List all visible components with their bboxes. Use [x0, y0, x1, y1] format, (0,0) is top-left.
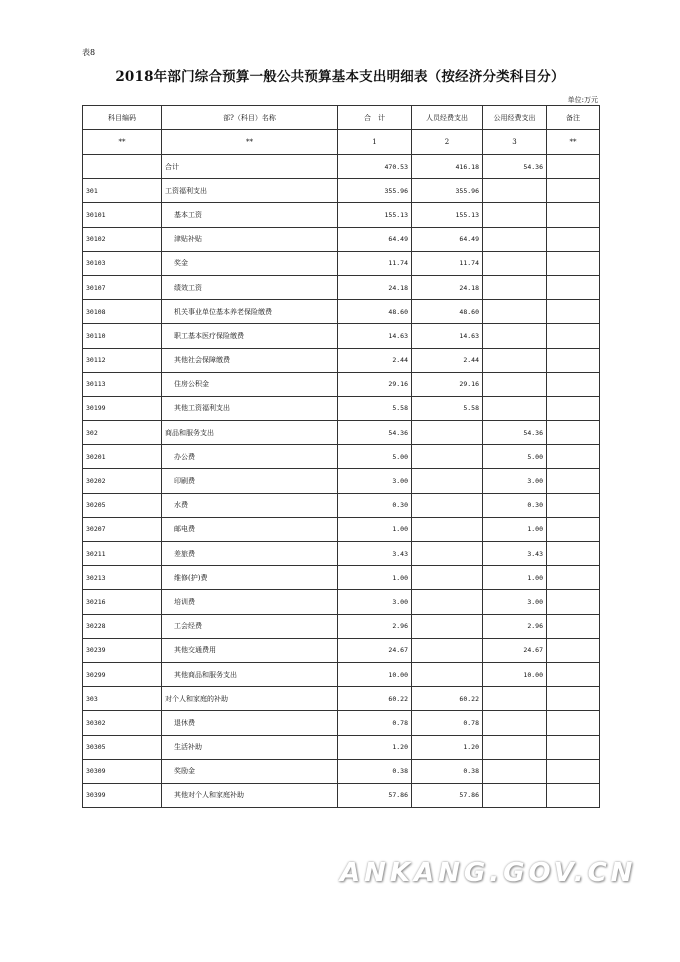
cell-name: 办公费: [162, 445, 338, 469]
subheader-cell: 2: [412, 130, 483, 155]
subheader-cell: 1: [338, 130, 412, 155]
cell-code: 30110: [83, 324, 162, 348]
cell-code: 30228: [83, 614, 162, 638]
cell-personnel: 0.38: [412, 759, 483, 783]
cell-note: [547, 687, 600, 711]
cell-personnel: [412, 590, 483, 614]
subheader-cell: **: [162, 130, 338, 155]
header-cell-personnel: 人员经费支出: [412, 106, 483, 130]
cell-code: 302: [83, 421, 162, 445]
cell-name: 机关事业单位基本养老保险缴费: [162, 300, 338, 324]
table-row: [83, 662, 600, 686]
table-row: [83, 469, 600, 493]
cell-name: 其他交通费用: [162, 638, 338, 662]
cell-name: 其他社会保障缴费: [162, 348, 338, 372]
cell-personnel: 355.96: [412, 179, 483, 203]
cell-code: 30112: [83, 348, 162, 372]
table-row: [83, 421, 600, 445]
table-row: [83, 396, 600, 420]
cell-personnel: [412, 638, 483, 662]
cell-code: 30113: [83, 372, 162, 396]
cell-total: 355.96: [338, 179, 412, 203]
header-cell-total: 合 计: [338, 106, 412, 130]
cell-name: 印刷费: [162, 469, 338, 493]
cell-name: 其他对个人和家庭补助: [162, 783, 338, 807]
cell-total: 0.78: [338, 711, 412, 735]
cell-note: [547, 566, 600, 590]
subheader-cell: **: [83, 130, 162, 155]
cell-name: 工资福利支出: [162, 179, 338, 203]
cell-name: 商品和服务支出: [162, 421, 338, 445]
table-row: [83, 324, 600, 348]
cell-note: [547, 179, 600, 203]
table-row: [83, 227, 600, 251]
header-cell-code: 科目编码: [83, 106, 162, 130]
table-row: [83, 275, 600, 299]
header-cell-note: 备注: [547, 106, 600, 130]
header-cell-public: 公用经费支出: [483, 106, 547, 130]
cell-personnel: 155.13: [412, 203, 483, 227]
cell-public: 3.00: [483, 469, 547, 493]
cell-public: 2.96: [483, 614, 547, 638]
cell-name: 基本工资: [162, 203, 338, 227]
cell-public: 5.00: [483, 445, 547, 469]
cell-code: 30205: [83, 493, 162, 517]
cell-personnel: [412, 566, 483, 590]
table-row: [83, 542, 600, 566]
cell-public: [483, 300, 547, 324]
cell-name: 生活补助: [162, 735, 338, 759]
cell-note: [547, 421, 600, 445]
cell-public: 54.36: [483, 155, 547, 179]
cell-note: [547, 469, 600, 493]
cell-code: 30299: [83, 662, 162, 686]
table-row: [83, 759, 600, 783]
cell-name: 对个人和家庭的补助: [162, 687, 338, 711]
table-row: [83, 638, 600, 662]
cell-public: [483, 687, 547, 711]
table-row: [83, 566, 600, 590]
table-row: [83, 614, 600, 638]
cell-code: 30201: [83, 445, 162, 469]
table-number: 表8: [82, 48, 96, 57]
cell-code: 301: [83, 179, 162, 203]
cell-total: 24.67: [338, 638, 412, 662]
cell-note: [547, 275, 600, 299]
cell-public: 3.00: [483, 590, 547, 614]
cell-total: 3.00: [338, 590, 412, 614]
cell-total: 1.20: [338, 735, 412, 759]
cell-name: 职工基本医疗保险缴费: [162, 324, 338, 348]
cell-code: 30199: [83, 396, 162, 420]
cell-total: 1.00: [338, 517, 412, 541]
cell-name: 合计: [162, 155, 338, 179]
cell-personnel: [412, 469, 483, 493]
cell-public: [483, 735, 547, 759]
cell-personnel: 5.58: [412, 396, 483, 420]
cell-note: [547, 203, 600, 227]
cell-personnel: [412, 421, 483, 445]
cell-name: 培训费: [162, 590, 338, 614]
table-row: [83, 372, 600, 396]
cell-code: 30103: [83, 251, 162, 275]
cell-total: 470.53: [338, 155, 412, 179]
cell-public: [483, 251, 547, 275]
cell-total: 155.13: [338, 203, 412, 227]
cell-note: [547, 445, 600, 469]
subheader-cell: 3: [483, 130, 547, 155]
cell-code: 30399: [83, 783, 162, 807]
cell-total: 3.43: [338, 542, 412, 566]
cell-public: [483, 324, 547, 348]
cell-public: [483, 372, 547, 396]
cell-total: 64.49: [338, 227, 412, 251]
table-row: [83, 203, 600, 227]
cell-personnel: 416.18: [412, 155, 483, 179]
cell-note: [547, 783, 600, 807]
cell-name: 退休费: [162, 711, 338, 735]
cell-code: 30302: [83, 711, 162, 735]
cell-personnel: 57.86: [412, 783, 483, 807]
cell-note: [547, 372, 600, 396]
cell-public: [483, 348, 547, 372]
cell-code: [83, 155, 162, 179]
cell-code: 30207: [83, 517, 162, 541]
cell-personnel: 24.18: [412, 275, 483, 299]
subheader-row: [83, 130, 600, 155]
cell-total: 24.18: [338, 275, 412, 299]
cell-public: 10.00: [483, 662, 547, 686]
cell-total: 2.96: [338, 614, 412, 638]
cell-public: [483, 227, 547, 251]
cell-code: 30216: [83, 590, 162, 614]
table-row: [83, 179, 600, 203]
cell-note: [547, 711, 600, 735]
table-row: [83, 711, 600, 735]
cell-total: 10.00: [338, 662, 412, 686]
cell-total: 14.63: [338, 324, 412, 348]
cell-total: 1.00: [338, 566, 412, 590]
cell-code: 303: [83, 687, 162, 711]
cell-public: [483, 711, 547, 735]
cell-public: [483, 783, 547, 807]
cell-total: 57.86: [338, 783, 412, 807]
cell-public: 0.30: [483, 493, 547, 517]
cell-note: [547, 155, 600, 179]
cell-personnel: 1.20: [412, 735, 483, 759]
cell-public: 1.00: [483, 517, 547, 541]
cell-personnel: [412, 517, 483, 541]
cell-total: 11.74: [338, 251, 412, 275]
cell-personnel: 60.22: [412, 687, 483, 711]
table-row: [83, 517, 600, 541]
cell-name: 其他商品和服务支出: [162, 662, 338, 686]
cell-name: 住房公积金: [162, 372, 338, 396]
cell-name: 邮电费: [162, 517, 338, 541]
cell-code: 30102: [83, 227, 162, 251]
cell-note: [547, 324, 600, 348]
cell-note: [547, 662, 600, 686]
table-row: [83, 300, 600, 324]
page-title: 2018年部门综合预算一般公共预算基本支出明细表（按经济分类科目分）: [115, 69, 565, 85]
cell-name: 津贴补贴: [162, 227, 338, 251]
cell-note: [547, 759, 600, 783]
cell-name: 奖励金: [162, 759, 338, 783]
cell-public: [483, 203, 547, 227]
cell-personnel: 48.60: [412, 300, 483, 324]
table-row: [83, 590, 600, 614]
cell-code: 30305: [83, 735, 162, 759]
cell-personnel: 2.44: [412, 348, 483, 372]
cell-public: [483, 275, 547, 299]
cell-total: 5.58: [338, 396, 412, 420]
cell-total: 0.38: [338, 759, 412, 783]
cell-code: 30101: [83, 203, 162, 227]
cell-personnel: 14.63: [412, 324, 483, 348]
cell-personnel: [412, 493, 483, 517]
cell-personnel: 29.16: [412, 372, 483, 396]
cell-total: 5.00: [338, 445, 412, 469]
subheader-cell: **: [547, 130, 600, 155]
table-row: [83, 155, 600, 179]
cell-code: 30202: [83, 469, 162, 493]
cell-public: 1.00: [483, 566, 547, 590]
table-row: [83, 348, 600, 372]
cell-code: 30211: [83, 542, 162, 566]
cell-note: [547, 251, 600, 275]
cell-code: 30107: [83, 275, 162, 299]
cell-personnel: 11.74: [412, 251, 483, 275]
cell-code: 30108: [83, 300, 162, 324]
cell-code: 30213: [83, 566, 162, 590]
cell-note: [547, 348, 600, 372]
cell-name: 工会经费: [162, 614, 338, 638]
table-row: [83, 251, 600, 275]
cell-name: 水费: [162, 493, 338, 517]
header-row: [83, 106, 600, 130]
cell-note: [547, 638, 600, 662]
cell-public: [483, 759, 547, 783]
cell-name: 维修(护)费: [162, 566, 338, 590]
expenditure-table: [82, 105, 600, 808]
cell-note: [547, 735, 600, 759]
cell-total: 2.44: [338, 348, 412, 372]
table-row: [83, 493, 600, 517]
cell-total: 54.36: [338, 421, 412, 445]
cell-name: 奖金: [162, 251, 338, 275]
cell-public: 24.67: [483, 638, 547, 662]
cell-personnel: 0.78: [412, 711, 483, 735]
cell-note: [547, 542, 600, 566]
cell-personnel: 64.49: [412, 227, 483, 251]
watermark-logo: ANKANG.GOV.CN: [340, 858, 637, 888]
table-row: [83, 687, 600, 711]
cell-name: 其他工资福利支出: [162, 396, 338, 420]
cell-code: 30239: [83, 638, 162, 662]
cell-note: [547, 590, 600, 614]
cell-personnel: [412, 662, 483, 686]
cell-total: 48.60: [338, 300, 412, 324]
cell-personnel: [412, 542, 483, 566]
cell-public: [483, 179, 547, 203]
header-cell-name: 部?（科目）名称: [162, 106, 338, 130]
cell-personnel: [412, 614, 483, 638]
cell-public: 54.36: [483, 421, 547, 445]
cell-note: [547, 517, 600, 541]
cell-personnel: [412, 445, 483, 469]
table-row: [83, 735, 600, 759]
cell-note: [547, 614, 600, 638]
cell-note: [547, 493, 600, 517]
unit-label: 单位:万元: [567, 96, 598, 104]
cell-total: 60.22: [338, 687, 412, 711]
cell-name: 绩效工资: [162, 275, 338, 299]
cell-total: 29.16: [338, 372, 412, 396]
cell-note: [547, 300, 600, 324]
cell-total: 0.30: [338, 493, 412, 517]
cell-note: [547, 227, 600, 251]
cell-code: 30309: [83, 759, 162, 783]
table-row: [83, 445, 600, 469]
cell-name: 差旅费: [162, 542, 338, 566]
cell-public: [483, 396, 547, 420]
table-row: [83, 783, 600, 807]
cell-note: [547, 396, 600, 420]
cell-public: 3.43: [483, 542, 547, 566]
cell-total: 3.00: [338, 469, 412, 493]
